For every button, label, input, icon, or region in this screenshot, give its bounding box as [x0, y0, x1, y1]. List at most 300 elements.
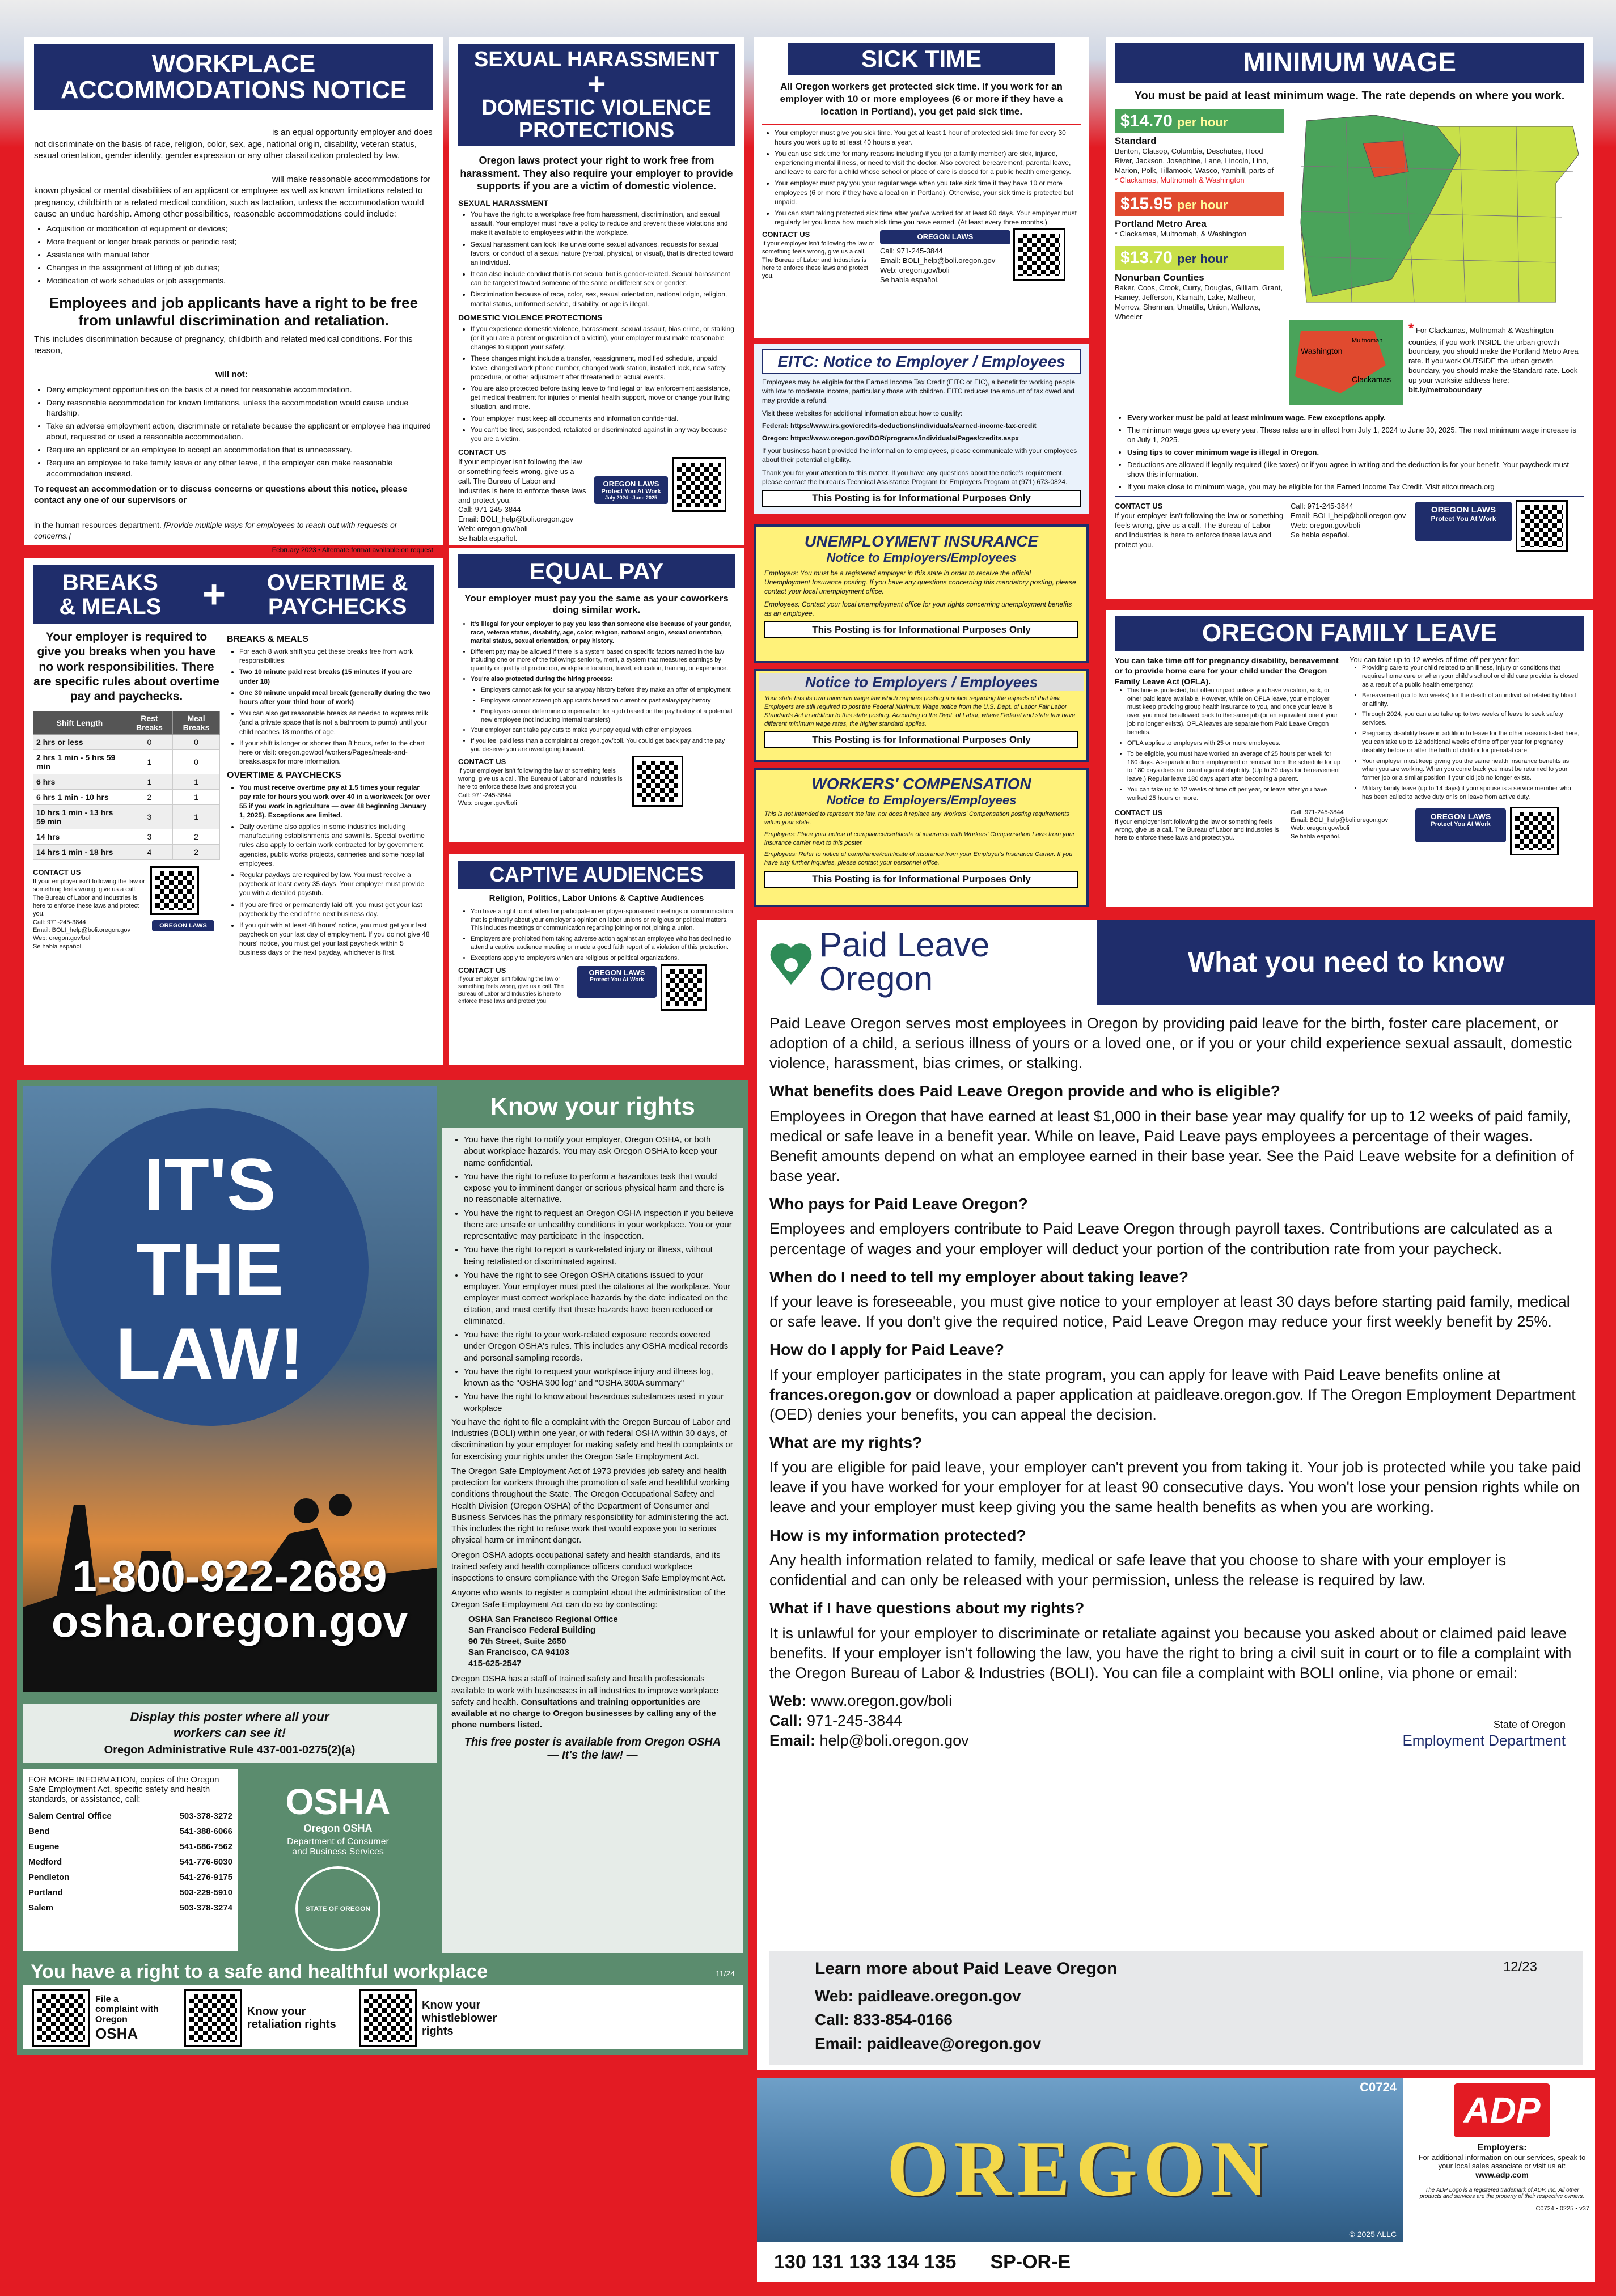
sick-time-panel	[754, 37, 1089, 338]
harassment-title3: PROTECTIONS	[518, 118, 675, 142]
office-name: Pendleton	[28, 1873, 70, 1882]
list-item: • Employers are prohibited from taking adverse action against an employee who has declined to attend a captive audience meeting or made a good faith report of a violation of this protection.	[471, 935, 735, 952]
breaks-intro: Your employer is required to give you breaks when you have no work responsibilities. There are specific rules about overtime pay and paychecks.	[33, 630, 219, 703]
osha-p3: Oregon OSHA adopts occupational safety and health standards, and its trained safety and health compliance officers conduct workplace inspections to ensure compliance with the Oregon Safe Employment Act.	[451, 1550, 726, 1583]
osha-more-info: FOR MORE INFORMATION, copies of the Oregon Safe Employment Act, specific safety and health standards, or assistance, call:	[28, 1775, 219, 1804]
eitc-federal-link[interactable]: Federal: https://www.irs.gov/credits-deductions/individuals/earned-income-tax-credit	[762, 421, 1037, 430]
family-leave-panel	[1106, 610, 1593, 907]
qr-label: Know your whistleblower rights	[422, 1998, 497, 2037]
list-item: • Your employer must pay you your regular wage when you take sick time if they have 10 or more employees (6 or more if they have a location in Portland). Otherwise, your sick time is protected but unpaid.	[775, 179, 1081, 206]
equal-title: EQUAL PAY	[458, 554, 735, 588]
osha-website[interactable]: osha.oregon.gov	[51, 1596, 408, 1646]
osha-logo-sub: Oregon OSHA	[303, 1823, 373, 1834]
email-key: Email:	[769, 1731, 816, 1749]
learn-more-title: Learn more about Paid Leave Oregon	[815, 1959, 1118, 1978]
rate-nonurban-value: $13.70	[1120, 248, 1173, 268]
qr-code-icon[interactable]	[152, 868, 197, 913]
badge-line1: OREGON LAWS	[1430, 811, 1491, 821]
list-item: • You must receive overtime pay at 1.5 times your regular pay rate for hours you work over 40 in a workweek (or over 55 if you work in agriculture — over 48 beginning January 1, 2025). Exceptions are limited.	[239, 783, 431, 820]
office-row	[28, 1824, 232, 1839]
pl-a4a: If your employer participates in the state program, you can apply for leave with Paid Leave benefits online at	[769, 1366, 1501, 1383]
contact-spanish: Se habla español.	[880, 275, 940, 284]
office-name: Eugene	[28, 1842, 60, 1852]
employment-dept-logo	[1402, 1718, 1583, 1751]
footer-copyright: © 2025 ALLC	[1349, 2230, 1397, 2239]
osha-logo: OSHA	[285, 1781, 391, 1822]
list-item: • If you feel paid less than a complaint at oregon.gov/boli. You could get back pay and the pay you deserve you are owed going forward.	[471, 737, 735, 754]
table-cell: 1	[173, 805, 220, 829]
sexual-harassment-panel	[449, 37, 744, 545]
captive-subtitle: Religion, Politics, Labor Unions & Captive Audiences	[489, 893, 704, 903]
contact-heading: CONTACT US	[1115, 502, 1163, 511]
contact-text: If your employer isn't following the law or something feels wrong, give us a call. The Bureau of Labor and Industries is here to enforce these laws and protect you.	[762, 240, 874, 280]
frances-link[interactable]: frances.oregon.gov	[769, 1386, 912, 1403]
equal-pay-panel	[449, 548, 744, 842]
osha-law-line: — It's the law! —	[547, 1748, 638, 1761]
list-item: • Assistance with manual labor	[46, 249, 433, 260]
paidleave-email[interactable]: paidleave@oregon.gov	[862, 2035, 1042, 2052]
workplace-request: To request an accommodation or to discuss concerns or questions about this notice, please contact any one of our supervisors or	[34, 484, 408, 506]
unemp-p1: Employers: You must be a registered employer in this state in order to receive the official Unemployment Insurance posting. If you have any questions concerning this mandatory posting, please contact your local unemployment office.	[764, 569, 1076, 596]
address-line: San Francisco, CA 94103	[468, 1647, 569, 1658]
plus-icon: +	[587, 65, 606, 101]
list-item: • You can also get reasonable breaks as needed to express milk (and a private space that is not a bathroom to pump) until your child reaches 18 months of age.	[239, 709, 431, 736]
workplace-accommodations-panel	[24, 37, 443, 554]
map-label-multnomah: Multnomah	[1352, 337, 1383, 345]
breaks-contact	[33, 868, 220, 951]
oregon-map-icon	[1289, 109, 1584, 314]
address-line: 415-625-2547	[468, 1658, 522, 1668]
list-item: • Acquisition or modification of equipment or devices;	[46, 223, 433, 234]
contact-spanish: Se habla español.	[458, 534, 518, 543]
workplace-p1: is an equal opportunity employer and does not discriminate on the basis of race, religion, color, sex, age, national origin, disability, veteran status, sexual orientation, gender identity, gender expression or any other classification protected by law.	[34, 128, 433, 160]
list-item: • Exceptions apply to employers which are religious or political organizations.	[471, 954, 735, 963]
paidleave-phone[interactable]: 833-854-0166	[849, 2011, 953, 2028]
list-item: • You have the right to request an Oregon OSHA inspection if you believe there are unsafe or unhealthy conditions in your workplace. You or your representative may participate in the inspection.	[464, 1208, 734, 1243]
list-item: • You have the right to request your workplace injury and illness log, known as the "OSHA 300 log" and "OSHA 300A summary"	[464, 1366, 734, 1390]
contact-web: Web: oregon.gov/boli	[880, 265, 950, 274]
sick-time-title: SICK TIME	[788, 43, 1055, 75]
workers-title: WORKERS' COMPENSATION	[811, 775, 1031, 793]
list-item: • More frequent or longer break periods or periodic rest;	[46, 236, 433, 247]
list-item: • Discrimination because of race, color, sex, sexual orientation, national origin, religion, marital status, uniformed service, disability, or age is illegal.	[471, 290, 735, 308]
osha-rule: Oregon Administrative Rule 437-001-0275(2)(a)	[104, 1744, 356, 1756]
osha-qr-row	[23, 1985, 743, 2051]
adp-employers: Employers:	[1477, 2143, 1527, 2153]
paid-leave-header	[757, 920, 1595, 1005]
table-cell: 6 hrs	[33, 774, 126, 790]
office-row	[28, 1808, 232, 1824]
list-item: • Pregnancy disability leave in addition to leave for the other reasons listed here, you can take up to 12 additional weeks of time off per year for pregnancy disability before or after the birth of child or for prenatal care.	[1362, 730, 1582, 755]
address-line: San Francisco Federal Building	[468, 1625, 596, 1636]
breaks-meals-panel	[24, 558, 443, 1065]
table-cell: 1	[126, 750, 172, 774]
office-phone[interactable]: 503-378-3274	[179, 1903, 232, 1913]
eitc-title: EITC: Notice to Employer / Employees	[762, 349, 1081, 374]
equal-contact	[458, 757, 735, 807]
web-key: Web:	[769, 1692, 807, 1709]
list-item: • You have the right to know about hazardous substances used in your workplace	[464, 1391, 734, 1414]
seal-text: STATE OF OREGON	[305, 1905, 371, 1913]
office-name: Portland	[28, 1888, 63, 1897]
qr-code-icon[interactable]	[1015, 230, 1064, 279]
boli-email[interactable]: help@boli.oregon.gov	[815, 1731, 969, 1749]
osha-date: 11/24	[716, 1969, 735, 1978]
workers-p3: Employees: Refer to notice of compliance/certificate of insurance from your Employer's Insurance Carrier. If you have any further inquiries, please contact your personnel office.	[764, 851, 1073, 867]
list-item: • You can start taking protected sick time after you've worked for at least 90 days. Your employer must regularly let you know how much sick time you have earned. (At least every three months.)	[775, 209, 1081, 227]
osha-logos	[247, 1769, 429, 1951]
workplace-dept-note: [Provide multiple ways for employees to reach out with requests or concerns.]	[34, 520, 397, 541]
office-row	[28, 1900, 232, 1916]
list-item: • You have the right to your work-related exposure records covered under Oregon OSHA's rules. This includes any OSHA medical records and personal sampling records.	[464, 1329, 734, 1364]
pl-a7: It is unlawful for your employer to discriminate or retaliate against you because you asked about or claimed paid leave benefits. If your employer isn't following the law, you have the right to bring a civil suit in court or to file a complaint with the Oregon Bureau of Labor & Industries (BOLI). You can file a complaint with BOLI online, via phone or email:	[769, 1624, 1572, 1681]
qr-code-icon[interactable]	[674, 459, 725, 510]
display-text: Display this poster where all your workers can see it!	[130, 1710, 329, 1740]
harassment-header	[458, 44, 735, 146]
list-item: • If you quit with at least 48 hours' notice, you must get your last paycheck on your last day of employment. If you do not give 48 hours' notice, you must get your last paycheck within 5 business days or the next payday, whichever is first.	[239, 921, 431, 958]
rate-standard-counties: Benton, Clatsop, Columbia, Deschutes, Hood River, Jackson, Josephine, Lane, Lincoln, Linn, Marion, Polk, Tillamook, Wasco, Yamhill, parts of	[1115, 147, 1274, 175]
office-phone[interactable]: 541-388-6066	[179, 1827, 232, 1836]
oregon-seal-icon	[295, 1866, 380, 1951]
osha-phone[interactable]: 1-800-922-2689	[72, 1551, 387, 1601]
contact-web: Web: oregon.gov/boli	[1291, 825, 1350, 832]
oregon-laws-badge	[880, 230, 1010, 244]
paidleave-web-link[interactable]: paidleave.oregon.gov	[853, 1987, 1021, 2005]
list-item: • Deductions are allowed if legally required (like taxes) or if you agree in writing and the deduction is for your benefit. Your paycheck must show this information.	[1127, 460, 1584, 480]
pl-q1: What benefits does Paid Leave Oregon provide and who is eligible?	[769, 1082, 1280, 1100]
office-phone[interactable]: 541-686-7562	[179, 1842, 232, 1852]
table-cell: 14 hrs 1 min - 18 hrs	[33, 845, 126, 860]
list-item: • One 30 minute unpaid meal break (generally during the two hours after your third hour of work)	[239, 688, 431, 706]
table-row	[33, 829, 220, 845]
breaks-title3: OVERTIME &	[266, 570, 408, 595]
table-row	[33, 845, 220, 860]
list-item: • Sexual harassment can look like unwelcome sexual advances, requests for sexual favors, or conduct of a sexual nature (verbal, physical, or visual), that is directed toward an individual.	[471, 240, 735, 268]
contact-call: Call: 971-245-3844	[1291, 502, 1353, 511]
brand-line1: Paid Leave	[819, 926, 990, 964]
pl-q3: When do I need to tell my employer about taking leave?	[769, 1268, 1189, 1286]
list-item: • If you experience domestic violence, harassment, sexual assault, bias crime, or stalking (or if you are a parent or guardian of a victim), your employer must make reasonable changes to support your safety.	[471, 324, 735, 352]
what-you-need-title: What you need to know	[1187, 946, 1505, 978]
captive-audiences-panel	[449, 854, 744, 1065]
rate-standard-value: $14.70	[1120, 112, 1173, 131]
contact-web: Web: oregon.gov/boli	[1291, 521, 1360, 529]
qr-label-osha: OSHA	[95, 2024, 138, 2042]
law-text: LAW!	[115, 1312, 304, 1395]
table-row	[33, 774, 220, 790]
family-left-intro: You can take time off for pregnancy disability, bereavement or to provide home care for your child under the Oregon Family Leave Act (OFLA).	[1115, 656, 1339, 686]
workplace-title-line1: WORKPLACE	[151, 50, 316, 78]
oregon-laws-badge	[594, 476, 668, 504]
workers-comp-panel	[754, 768, 1089, 907]
table-cell: 1	[173, 774, 220, 790]
map-label-washington: Washington	[1301, 346, 1343, 356]
workplace-p2: will make reasonable accommodations for known physical or mental disabilities of an applicant or employee as well as known limitations related to pregnancy, childbirth or a related medical condition, such as lactation, unless the accommodation would cause an undue hardship. Among other possibilities, reasonable accommodations could include:	[34, 175, 431, 219]
contact-web: Web: oregon.gov/boli	[458, 524, 528, 533]
eitc-oregon-link[interactable]: Oregon: https://www.oregon.gov/DOR/programs/individuals/Pages/credits.aspx	[762, 434, 1019, 442]
list-item: • You're also protected during the hiring process:	[471, 675, 735, 684]
notice-panel	[754, 669, 1089, 762]
its-text: IT'S	[143, 1143, 276, 1226]
captive-title: CAPTIVE AUDIENCES	[458, 861, 735, 889]
contact-text: If your employer isn't following the law or something feels wrong, give us a call. The Bureau of Labor and Industries is here to enforce these laws and protect you.	[458, 457, 586, 505]
list-item: • Require an applicant or an employee to accept an accommodation that is unnecessary.	[46, 444, 433, 455]
notice-info-bar: This Posting is for Informational Purposes Only	[764, 731, 1078, 748]
list-item: • Take an adverse employment action, discriminate or retaliate because the applicant or employee has inquired about, requested or used a reasonable accommodation.	[46, 421, 433, 442]
eitc-p2: Visit these websites for additional information about how to qualify:	[762, 409, 963, 417]
list-item: • Military family leave (up to 14 days) if your spouse is a service member who has been called to active duty or is on leave from active duty.	[1362, 785, 1582, 802]
metro-boundary-link[interactable]: bit.ly/metroboundary	[1408, 386, 1482, 395]
table-cell: 2	[173, 829, 220, 845]
know-rights-title: Know your rights	[442, 1086, 743, 1128]
office-phone[interactable]: 503-378-3272	[179, 1811, 232, 1821]
oed-line2: Employment Department	[1402, 1732, 1566, 1749]
pl-a6: Any health information related to family, medical or safe leave that you choose to share with your employer is confidential and can only be released with your permission, unless the release is required by law.	[769, 1551, 1507, 1589]
list-item: • Employers cannot determine compensation for a job based on the pay history of a potential new employee (not including internal transfers)	[481, 708, 735, 725]
workers-p1: This is not intended to represent the law, nor does it replace any Workers' Compensation posting requirements within your state.	[764, 811, 1069, 826]
table-cell: 0	[126, 735, 172, 750]
pl-a1: Employees in Oregon that have earned at least $1,000 in their base year may qualify for up to 12 weeks of paid family, medical or safe leave in a benefit year. While on leave, Paid Leave pays employees a percentage of their wages. Benefit amounts depend on what an employee earned in their base year. See the Paid Leave website for a definition of base year.	[769, 1107, 1574, 1184]
contact-email: Email: BOLI_help@boli.oregon.gov	[1291, 511, 1406, 520]
rate-portland	[1115, 192, 1284, 216]
osha-offices	[23, 1769, 238, 1951]
brand-line2: Oregon	[819, 960, 933, 998]
map-label-clackamas: Clackamas	[1352, 375, 1391, 384]
osha-address	[468, 1614, 734, 1670]
osha-free-poster: This free poster is available from Oregon OSHA	[464, 1735, 721, 1748]
contact-email: Email: BOLI_help@boli.oregon.gov	[1291, 817, 1388, 824]
qr-code-icon[interactable]	[34, 1991, 88, 2045]
pl-a2: Employees and employers contribute to Paid Leave Oregon through payroll taxes. Contributions are calculated as a percentage of wages and your employer will deduct your portion of the contribution rate from your paycheck.	[769, 1220, 1552, 1257]
metro-map-icon	[1289, 320, 1403, 405]
list-item: • Your employer must keep all documents and information confidential.	[471, 414, 735, 423]
asterisk-icon: *	[1408, 321, 1414, 337]
adp-site-link[interactable]: www.adp.com	[1475, 2170, 1529, 2179]
contact-web: Web: oregon.gov/boli	[458, 799, 517, 807]
osha-p5: Oregon OSHA has a staff of trained safety and health professionals available to work with businesses in all industries to improve workplace safety and health.	[451, 1674, 719, 1707]
badge-line2: Protect You At Work	[1431, 820, 1491, 828]
learn-more-box	[769, 1951, 1583, 2065]
pl-q7: What if I have questions about my rights?	[769, 1599, 1085, 1617]
list-item: • Through 2024, you can also take up to two weeks of leave to seek safety services.	[1362, 710, 1582, 727]
list-item: • Deny employment opportunities on the basis of a need for reasonable accommodation.	[46, 384, 433, 395]
harassment-title1: SEXUAL HARASSMENT	[473, 48, 720, 71]
table-cell: 1	[126, 774, 172, 790]
table-header: Shift Length	[33, 711, 126, 735]
contact-text: If your employer isn't following the law or something feels wrong, give us a call. The Bureau of Labor and Industries is here to enforce these laws and protect you.	[1115, 511, 1284, 549]
list-item: • These changes might include a transfer, reassignment, modified schedule, unpaid leave, changed work phone number, changed work station, installed lock, new safety procedure, or other adjustment after threatened or actual events.	[471, 354, 735, 382]
qr-code-icon[interactable]	[186, 1991, 240, 2045]
state-name: OREGON	[886, 2125, 1274, 2213]
harassment-contact	[458, 448, 735, 544]
list-item: • It's illegal for your employer to pay you less than someone else because of your gender, race, veteran status, disability, age, color, religion, national origin, sexual orientation, marital status, sexual orientation, or pay history.	[471, 620, 735, 646]
the-text: THE	[136, 1227, 284, 1311]
badge-line2: Protect You At Work	[601, 488, 661, 495]
contact-spanish: Se habla español.	[1291, 530, 1350, 539]
workers-p2: Employers: Place your notice of compliance/certificate of insurance with Workers' Compensation Laws from your insurance carrier next to this poster.	[764, 831, 1075, 846]
unemployment-panel	[754, 524, 1089, 663]
list-item: • You can take up to 12 weeks of time off per year, or leave after you have worked 25 hours or more.	[1127, 786, 1342, 803]
workplace-footer: February 2023 • Alternate format available on request	[272, 546, 433, 554]
office-phone[interactable]: 503-229-5910	[179, 1888, 232, 1897]
adp-trademark: The ADP Logo is a registered trademark of ADP, Inc. All other products and services are the property of their respective owners.	[1419, 2187, 1585, 2200]
workplace-p3: This includes discrimination because of pregnancy, childbirth and related medical conditions. For this reason,	[34, 334, 413, 356]
adp-employers-text: For additional information on our services, speak to your local sales associate or visit us at:	[1418, 2153, 1586, 2170]
qr-code-icon[interactable]	[361, 1991, 415, 2045]
address-line: 90 7th Street, Suite 2650	[468, 1636, 566, 1646]
minimum-wage-panel	[1106, 37, 1593, 599]
list-item: • If your shift is longer or shorter than 8 hours, refer to the chart here or visit: oregon.gov/boli/workers/Pages/meals-and-breaks.aspx for more information.	[239, 739, 431, 766]
osha-panel	[17, 1080, 748, 2055]
list-item: • You have the right to a workplace free from harassment, discrimination, and sexual assault. Your employer must have a policy to reduce and prevent these violations and make it available to employees within the workplace.	[471, 210, 735, 238]
le-key: Email:	[815, 2035, 863, 2052]
pl-q2: Who pays for Paid Leave Oregon?	[769, 1195, 1028, 1213]
oregon-laws-badge	[1415, 808, 1506, 842]
oed-line1: State of Oregon	[1493, 1718, 1566, 1730]
osha-p2: The Oregon Safe Employment Act of 1973 provides job safety and health protection for workers through the promotion of safe and healthful working conditions throughout the State. The Oregon Occupational Safety and Health Division (Oregon OSHA) of the Department of Consumer and Business Services has the primary responsibility for administering the act. This includes the right to refuse work that would expose you to serious physical harm or imminent danger.	[451, 1466, 730, 1545]
breaks-title1: BREAKS	[62, 570, 158, 595]
office-row	[28, 1854, 232, 1870]
list-item: • For each 8 work shift you get these breaks free from work responsibilities:	[239, 647, 431, 665]
table-cell: 4	[126, 845, 172, 860]
safe-workplace-text: You have a right to a safe and healthful workplace	[31, 1961, 488, 1982]
breaks-title4: PAYCHECKS	[268, 594, 407, 619]
osha-photo	[23, 1086, 437, 1692]
qr-code-icon[interactable]	[1512, 808, 1557, 854]
footer-code: C0724	[1360, 2080, 1397, 2094]
list-item: • Two 10 minute paid rest breaks (15 minutes if you are under 18)	[239, 667, 431, 685]
breaks-header	[33, 565, 434, 624]
workplace-willnot: will not:	[215, 370, 248, 380]
contact-text: If your employer isn't following the law or something feels wrong, give us a call. The Bureau of Labor and Industries is here to enforce these laws and protect you.	[33, 878, 145, 918]
rate-unit: per hour	[1177, 115, 1228, 130]
osha-lower-left	[23, 1704, 437, 1953]
eitc-info-bar: This Posting is for Informational Purposes Only	[762, 490, 1081, 507]
unemp-subtitle: Notice to Employers/Employees	[826, 550, 1017, 565]
list-item: • Your employer must keep giving you the same health insurance benefits as when you are working. When you come back you must be returned to your former job or a similar position if your old job no longer exists.	[1362, 757, 1582, 783]
contact-text: If your employer isn't following the law or something feels wrong, give us a call. The Bureau of Labor and Industries is here to enforce these laws and protect you.	[458, 767, 623, 791]
call-key: Call:	[769, 1712, 803, 1729]
workplace-rights-statement: Employees and job applicants have a right to be free from unlawful discrimination and retaliation.	[49, 294, 418, 329]
breaks-h1: BREAKS & MEALS	[227, 634, 309, 644]
workplace-dept: in the human resources department.	[34, 520, 162, 530]
office-phone[interactable]: 541-276-9175	[179, 1873, 232, 1882]
office-phone[interactable]: 541-776-6030	[179, 1857, 232, 1867]
qr-code-icon[interactable]	[662, 966, 705, 1009]
office-name: Salem	[28, 1903, 54, 1913]
contact-call: Call: 971-245-3844	[33, 918, 86, 926]
harassment-intro: Oregon laws protect your right to work free from harassment. They also require your employer to provide supports if you are a victim of domestic violence.	[460, 155, 733, 192]
workplace-title-line2: ACCOMMODATIONS NOTICE	[60, 76, 407, 104]
contact-call: Call: 971-245-3844	[458, 791, 511, 799]
table-cell: 6 hrs 1 min - 10 hrs	[33, 790, 126, 805]
osha-dept: Department of Consumer and Business Services	[287, 1837, 389, 1857]
pl-intro: Paid Leave Oregon serves most employees in Oregon by providing paid leave for the birth, foster care placement, or adoption of a child, a serious illness of yours or a loved one, or if you or your child experience sexual assault, domestic violence, harassment, bias crimes, or stalking.	[769, 1015, 1572, 1072]
footer-sku: SP-OR-E	[990, 2251, 1071, 2273]
footer-panel	[757, 2078, 1595, 2282]
rate-standard	[1115, 109, 1284, 133]
paid-leave-panel	[757, 920, 1595, 2070]
list-item: • This time is protected, but often unpaid unless you have vacation, sick, or other paid leave available. However, while on OFLA leave, your employer must keep providing group health insurance to you, and once your leave is over, you must be allowed back to the same job (or an equivalent one if your job no longer exists). OFLA leaves are separate from Paid Leave Oregon benefits.	[1127, 687, 1342, 737]
lc-key: Call:	[815, 2011, 849, 2028]
rate-portland-counties: * Clackamas, Multnomah, & Washington	[1115, 230, 1247, 239]
list-item: • It can also include conduct that is not sexual but is gender-related. Sexual harassment can be targeted toward someone of the same or different sex or gender.	[471, 269, 735, 287]
table-cell: 10 hrs 1 min - 13 hrs 59 min	[33, 805, 126, 829]
list-item: • Different pay may be allowed if there is a system based on specific factors named in the law including one or more of the following: seniority, merit, a system that measures earnings by quantity or quality of production, workplace location, travel, education, training, or experience.	[471, 648, 735, 673]
pl-a4c: or download a paper application at paidleave.oregon.gov. If The Oregon Employment Department (OED) denies your benefits, you can appeal the decision.	[769, 1386, 1576, 1423]
pl-q4: How do I apply for Paid Leave?	[769, 1341, 1004, 1359]
contact-call: Call: 971-245-3844	[458, 505, 521, 514]
contact-call: Call: 971-245-3844	[1291, 808, 1344, 816]
qr-label: Know your retaliation rights	[247, 2005, 336, 2031]
rate-portland-value: $15.95	[1120, 194, 1173, 214]
list-item: • You have a right to not attend or participate in employer-sponsored meetings or communication that is primarily about your employer's opinion on labor unions or religious or political matters. This includes meetings or communication regarding joining or not joining a union.	[471, 908, 735, 933]
boli-phone[interactable]: 971-245-3844	[802, 1712, 903, 1729]
family-right-intro: You can take up to 12 weeks of time off per year for:	[1350, 655, 1520, 664]
qr-code-icon[interactable]	[634, 757, 682, 805]
office-row	[28, 1885, 232, 1900]
boli-web-link[interactable]: www.oregon.gov/boli	[806, 1692, 953, 1709]
office-name: Bend	[28, 1827, 50, 1836]
oregon-laws-badge	[577, 966, 657, 998]
its-the-law-circle	[51, 1108, 369, 1426]
list-item: • Every worker must be paid at least minimum wage. Few exceptions apply.	[1127, 413, 1584, 423]
minwage-contact	[1115, 496, 1584, 550]
table-cell: 2 hrs or less	[33, 735, 126, 750]
list-item: • Regular paydays are required by law. You must receive a paycheck at least every 35 days. Your employer must provide you with a detailed paystub.	[239, 870, 431, 898]
list-item: • Employers cannot ask for your salary/pay history before they make an offer of employment	[481, 686, 735, 694]
qr-code-icon[interactable]	[1517, 502, 1566, 550]
rate-standard-note: * Clackamas, Multnomah & Washington	[1115, 176, 1245, 185]
list-item: • You have the right to notify your employer, Oregon OSHA, or both about workplace hazards. You may ask Oregon OSHA to keep your name confidential.	[464, 1134, 734, 1169]
contact-web: Web: oregon.gov/boli	[33, 935, 92, 942]
osha-p1: You have the right to file a complaint with the Oregon Bureau of Labor and Industries (BOLI) within one year, or with federal OSHA within 30 days, of discrimination by your employer for making safety and health complaints or for exercising your rights under the Oregon Safe Employment Act.	[451, 1417, 733, 1462]
contact-heading: CONTACT US	[762, 230, 810, 239]
unemp-info-bar: This Posting is for Informational Purposes Only	[764, 621, 1078, 638]
rate-standard-name: Standard	[1115, 135, 1157, 147]
heart-logo-icon	[768, 937, 814, 988]
plus-icon: +	[202, 572, 226, 617]
table-cell: 0	[173, 735, 220, 750]
rate-nonurban-counties: Baker, Coos, Crook, Curry, Douglas, Gilliam, Grant, Harney, Jefferson, Klamath, Lake, Malheur, Morrow, Sherman, Umatilla, Union, Wallowa, Wheeler	[1115, 283, 1283, 321]
contact-email: Email: BOLI_help@boli.oregon.gov	[880, 256, 996, 265]
rate-nonurban	[1115, 246, 1284, 270]
display-box	[23, 1704, 437, 1763]
rate-nonurban-name: Nonurban Counties	[1115, 272, 1204, 283]
minwage-intro: You must be paid at least minimum wage. The rate depends on where you work.	[1134, 90, 1565, 103]
unemp-title: UNEMPLOYMENT INSURANCE	[804, 532, 1039, 550]
minwage-title: MINIMUM WAGE	[1115, 43, 1584, 83]
harassment-h2: DOMESTIC VIOLENCE PROTECTIONS	[458, 312, 603, 322]
list-item: • Modification of work schedules or job assignments.	[46, 276, 433, 286]
list-item: • Providing care to your child related to an illness, injury or conditions that requires home care or when your child's school or child care provider is closed as a result of a public health emergency.	[1362, 664, 1582, 689]
footer-poster-numbers: 130 131 133 134 135	[774, 2251, 957, 2273]
list-item: • Employers cannot screen job applicants based on current or past salary/pay history	[481, 697, 735, 705]
contact-email: Email: BOLI_help@boli.oregon.gov	[458, 515, 574, 524]
contact-heading: CONTACT US	[1115, 808, 1163, 817]
table-row	[33, 805, 220, 829]
contact-heading: CONTACT US	[458, 448, 506, 457]
table-cell: 3	[126, 829, 172, 845]
office-row	[28, 1839, 232, 1854]
badge-line1: OREGON LAWS	[159, 922, 207, 930]
pl-q5: What are my rights?	[769, 1433, 923, 1451]
table-cell: 3	[126, 805, 172, 829]
oregon-laws-badge	[1415, 502, 1512, 541]
table-cell: 0	[173, 750, 220, 774]
notice-p1: Your state has its own minimum wage law which requires posting a notice regarding the aspects of that law. Employers are still required to post the Federal Minimum Wage notice from the U.S. Dept. of Labor Fair Labor Standards Act in addition to this state posting. According to the Dept. of Labor, where Federal and state law have different minimum wage rates, the higher standard applies.	[764, 695, 1076, 727]
rate-portland-name: Portland Metro Area	[1115, 218, 1207, 230]
